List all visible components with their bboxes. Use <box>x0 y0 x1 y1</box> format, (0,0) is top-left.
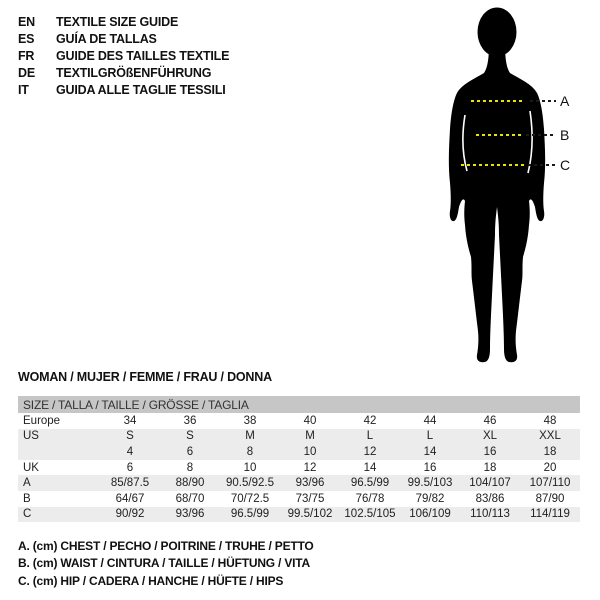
size-value: 4 <box>126 445 134 458</box>
legend-line: B. (cm) WAIST / CINTURA / TAILLE / HÜFTUNG / VITA <box>18 556 310 571</box>
chest-dash-line <box>471 100 523 102</box>
size-value: 18 <box>543 445 557 458</box>
size-value: 114/119 <box>530 508 570 521</box>
size-value: 83/86 <box>475 492 505 505</box>
table-row <box>18 460 580 476</box>
size-value: 6 <box>186 445 194 458</box>
size-value: 93/96 <box>295 477 325 490</box>
language-label: GUIDE DES TAILLES TEXTILE <box>56 48 230 63</box>
marker-label-b: B <box>560 127 570 143</box>
size-value: 40 <box>303 414 317 427</box>
size-value: 38 <box>243 414 257 427</box>
row-label: A <box>23 477 31 490</box>
size-value: 96.5/99 <box>230 508 270 521</box>
row-label: B <box>23 492 31 505</box>
size-value: 99.5/102 <box>287 508 333 521</box>
size-value: M <box>305 430 315 443</box>
language-code: IT <box>18 82 29 97</box>
size-value: 8 <box>246 445 254 458</box>
section-title: WOMAN / MUJER / FEMME / FRAU / DONNA <box>18 370 272 384</box>
size-value: 102.5/105 <box>344 508 396 521</box>
size-value: 110/113 <box>470 508 510 521</box>
size-value: 96.5/99 <box>350 477 390 490</box>
row-label: C <box>23 508 32 521</box>
size-value: 90.5/92.5 <box>226 477 274 490</box>
size-value: 93/96 <box>175 508 205 521</box>
size-value: 64/67 <box>115 492 145 505</box>
size-value: 44 <box>423 414 437 427</box>
table-row <box>18 491 580 507</box>
language-code: FR <box>18 48 35 63</box>
size-value: S <box>186 430 194 443</box>
table-row <box>18 475 580 491</box>
size-value: XL <box>482 430 498 443</box>
language-row <box>18 47 229 64</box>
language-row <box>18 13 229 30</box>
row-label: US <box>23 430 39 443</box>
size-value: 70/72.5 <box>230 492 270 505</box>
table-row <box>18 444 580 460</box>
size-value: 10 <box>303 445 317 458</box>
size-value: 90/92 <box>115 508 145 521</box>
size-value: 68/70 <box>175 492 205 505</box>
size-table-header: SIZE / TALLA / TAILLE / GRÖSSE / TAGLIA <box>18 396 580 413</box>
marker-label-c: C <box>560 157 571 173</box>
size-value: 14 <box>423 445 437 458</box>
row-label: UK <box>23 461 39 474</box>
legend-line: A. (cm) CHEST / PECHO / POITRINE / TRUHE / PETTO <box>18 538 314 553</box>
size-value: 76/78 <box>355 492 385 505</box>
language-label: GUIDA ALLE TAGLIE TESSILI <box>56 82 226 97</box>
size-value: 42 <box>363 414 377 427</box>
size-value: L <box>426 430 434 443</box>
size-value: L <box>366 430 374 443</box>
language-label: GUÍA DE TALLAS <box>56 31 157 46</box>
hip-dash-line <box>461 164 525 166</box>
size-value: 73/75 <box>295 492 325 505</box>
size-value: 16 <box>423 461 437 474</box>
language-list <box>18 13 229 98</box>
size-value: 10 <box>243 461 257 474</box>
size-value: 107/110 <box>529 477 571 490</box>
size-value: 20 <box>543 461 557 474</box>
language-label: TEXTILGRÖßENFÜHRUNG <box>56 65 212 80</box>
size-value: 12 <box>303 461 317 474</box>
legend-line: C. (cm) HIP / CADERA / HANCHE / HÜFTE / HIPS <box>18 573 284 588</box>
waist-dash-line <box>476 134 521 136</box>
size-value: 12 <box>363 445 377 458</box>
size-value: M <box>245 430 255 443</box>
waist-leader-dots <box>526 134 555 136</box>
marker-label-a: A <box>560 93 570 109</box>
language-row <box>18 30 229 47</box>
language-code: DE <box>18 65 35 80</box>
language-code: ES <box>18 31 35 46</box>
size-value: XXL <box>539 430 561 443</box>
size-value: 85/87.5 <box>110 477 150 490</box>
size-value: 34 <box>123 414 137 427</box>
chest-leader-dots <box>530 100 556 102</box>
size-value: 79/82 <box>415 492 445 505</box>
language-row <box>18 81 229 98</box>
size-value: 36 <box>183 414 197 427</box>
size-value: 46 <box>483 414 497 427</box>
language-code: EN <box>18 14 35 29</box>
size-value: 99.5/103 <box>407 477 453 490</box>
size-value: 87/90 <box>535 492 565 505</box>
size-table-rows <box>18 413 580 522</box>
language-row <box>18 64 229 81</box>
measurement-legend <box>18 537 314 590</box>
size-value: 48 <box>543 414 557 427</box>
language-label: TEXTILE SIZE GUIDE <box>56 14 179 29</box>
woman-silhouette-figure <box>440 5 555 365</box>
table-row <box>18 507 580 523</box>
row-label: Europe <box>23 414 61 427</box>
table-row <box>18 413 580 429</box>
size-value: 6 <box>126 461 134 474</box>
size-value: 88/90 <box>175 477 205 490</box>
size-value: 106/109 <box>409 508 451 521</box>
size-value: 14 <box>363 461 377 474</box>
size-value: 18 <box>483 461 497 474</box>
size-table <box>18 396 580 522</box>
size-value: 16 <box>483 445 497 458</box>
woman-silhouette-icon <box>440 5 555 365</box>
size-value: 104/107 <box>469 477 511 490</box>
size-value: S <box>126 430 134 443</box>
table-row <box>18 429 580 445</box>
size-value: 8 <box>186 461 194 474</box>
hip-leader-dots <box>528 164 555 166</box>
